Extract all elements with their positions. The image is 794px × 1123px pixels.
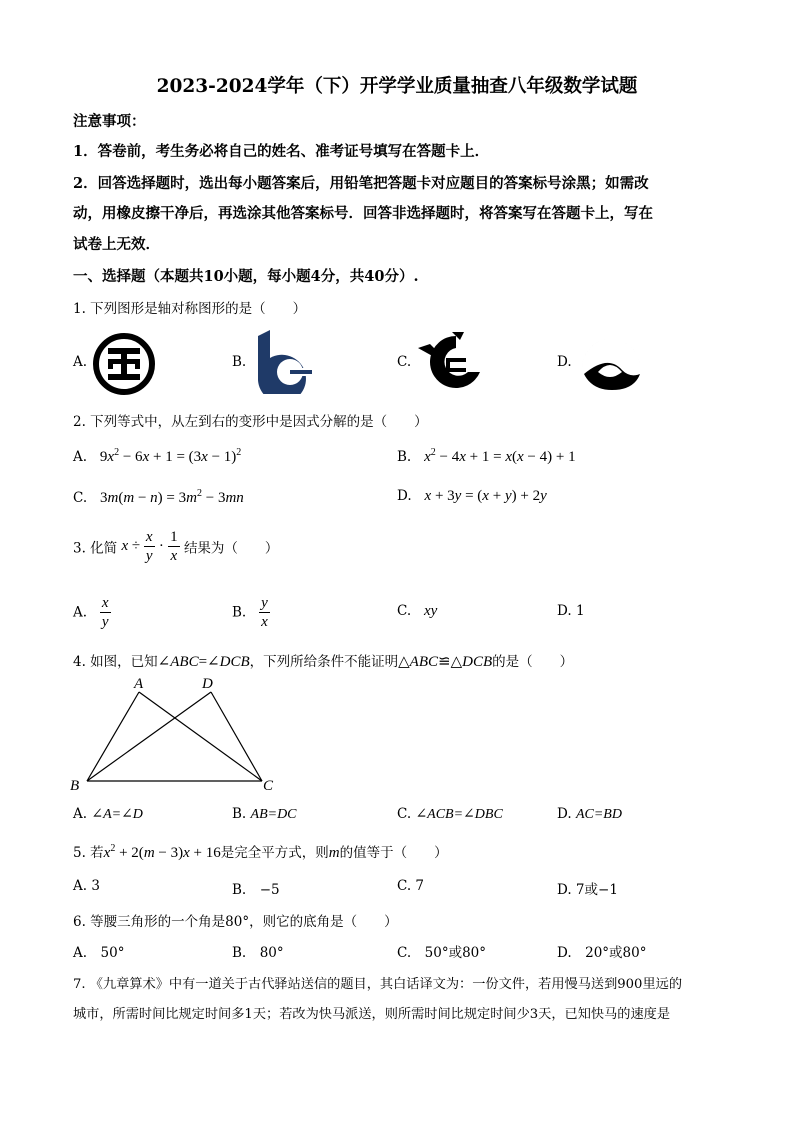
q2-formula-c: $3m(m - n) = 3m^2 - 3mn$ <box>100 488 244 506</box>
q5-stem-mid: 是完全平方式，则 <box>220 845 329 861</box>
q1-label-d: D. <box>557 354 572 370</box>
q6-option-b: B. 80° <box>232 945 284 961</box>
q2-stem: 2. 下列等式中，从左到右的变形中是因式分解的是（ ） <box>73 414 428 430</box>
q5-stem: 5. 若$x^2 + 2(m - 3)x + 16$是完全平方式，则m的值等于（ ） <box>73 843 448 861</box>
q4-answer-c: ∠ACB=∠DBC <box>415 807 503 822</box>
q4-answer-b: AB=DC <box>250 807 297 822</box>
q3-fraction-x-over-y: $\frac{x}{y}$ <box>145 529 153 564</box>
q4-stem-prefix: 4. 如图，已知 <box>73 654 158 670</box>
bank-c-logo-icon <box>416 330 486 394</box>
q4-option-a <box>73 806 143 823</box>
q5-option-c: C. 7 <box>397 878 425 894</box>
q7-stem-line-2: 城市，所需时间比规定时间多1天；若改为快马派送，则所需时间比规定时间少3天，已知快马的速度是 <box>73 1007 671 1022</box>
section-heading: 一、选择题（本题共10小题，每小题4分，共40分）. <box>73 268 419 285</box>
q6-option-a: A. 50° <box>73 945 125 961</box>
point-label-a: A <box>134 676 144 692</box>
q3-stem-prefix: 3. 化简 <box>73 540 118 557</box>
q4-option-d <box>557 806 622 823</box>
q2-label-d: D. <box>397 488 412 504</box>
q3-label-b: B. <box>232 604 247 621</box>
q1-label-a: A. <box>73 354 88 370</box>
q3-option-d <box>557 603 585 619</box>
q6-option-d: D. 20°或80° <box>557 945 647 961</box>
q3-answer-c: xy <box>424 603 438 619</box>
q4-answer-a: ∠A=∠D <box>91 807 143 822</box>
q4-label-a: A. <box>73 806 88 822</box>
q3-option-b <box>232 594 270 631</box>
q4-label-c: C. <box>397 806 412 822</box>
q4-stem-suffix: 的是（ ） <box>492 654 574 670</box>
q2-option-d <box>397 488 547 505</box>
q2-option-b <box>397 447 576 466</box>
notice-item-2-end: 试卷上无效． <box>73 236 160 253</box>
q3-option-c <box>397 603 437 620</box>
q4-label-d: D. <box>557 806 572 822</box>
point-label-d: D <box>202 676 213 692</box>
q3-answer-a: $\frac{x}{y}$ <box>101 595 109 630</box>
q5-stem-prefix: 5. 若 <box>73 845 104 861</box>
q5-formula: $x^2 + 2(m - 3)x + 16$ <box>103 843 221 861</box>
q2-option-a <box>73 447 241 466</box>
point-label-b: B <box>70 778 80 794</box>
q4-triangle-figure <box>68 676 288 796</box>
q1-stem: 1. 下列图形是轴对称图形的是（ ） <box>73 301 307 317</box>
bank-d-logo-icon <box>578 334 644 392</box>
q5-option-a: A. 3 <box>73 878 100 894</box>
q2-option-c <box>73 488 244 507</box>
icbc-logo-icon <box>92 333 156 395</box>
q3-label-c: C. <box>397 603 412 619</box>
page-title: 2023-2024学年（下）开学学业质量抽查八年级数学试题 <box>156 76 638 97</box>
q4-option-c <box>397 806 503 823</box>
q3-answer-b: $\frac{y}{x}$ <box>261 595 268 630</box>
q5-option-d: D. 7或−1 <box>557 882 618 898</box>
q2-label-a: A. <box>73 449 88 465</box>
bank-b-logo-icon <box>254 328 318 394</box>
q6-option-c: C. 50°或80° <box>397 945 486 961</box>
q1-label-b: B. <box>232 354 247 370</box>
q6-stem: 6. 等腰三角形的一个角是80°，则它的底角是（ ） <box>73 914 398 930</box>
notice-item-1: 1．答卷前，考生务必将自己的姓名、准考证号填写在答题卡上． <box>73 143 490 160</box>
q1-label-c: C. <box>397 354 412 370</box>
q3-stem-suffix: 结果为（ ） <box>183 540 279 557</box>
notice-item-2-cont: 动，用橡皮擦干净后，再选涂其他答案标号．回答非选择题时，将答案写在答题卡上，写在 <box>73 205 653 222</box>
point-label-c: C <box>263 778 274 794</box>
q2-label-b: B. <box>397 449 412 465</box>
q2-formula-b: $x^2 - 4x + 1 = x(x - 4) + 1$ <box>424 447 576 465</box>
q3-option-a <box>73 594 111 631</box>
q4-answer-d: AC=BD <box>575 807 622 822</box>
q4-label-b: B. <box>232 806 247 822</box>
q3-stem: 3. 化简 x ÷ $\frac{x}{y}$ · $\frac{1}{x}$ 结果为（ ） <box>73 529 279 564</box>
q2-formula-a: $9x^2 - 6x + 1 = (3x - 1)^2$ <box>99 447 242 465</box>
q3-label-a: A. <box>73 604 88 621</box>
q2-formula-d: x + 3y = (x + y) + 2y <box>424 488 547 504</box>
q2-label-c: C. <box>73 490 88 506</box>
q3-label-d: D. <box>557 603 572 619</box>
q5-stem-suffix: 的值等于（ ） <box>339 845 448 861</box>
notice-heading: 注意事项： <box>73 113 146 130</box>
q3-answer-d: 1 <box>575 603 585 619</box>
q4-option-b <box>232 806 297 823</box>
q7-stem-line-1: 7. 《九章算术》中有一道关于古代驿站送信的题目，其白话译文为：一份文件，若用慢马送到900里远的 <box>73 977 683 992</box>
notice-item-2: 2．回答选择题时，选出每小题答案后，用铅笔把答题卡对应题目的答案标号涂黑；如需改 <box>73 175 649 192</box>
q4-stem: 4. 如图，已知∠ABC=∠DCB，下列所给条件不能证明△ABC≌△DCB的是（ ） <box>73 654 574 670</box>
q4-stem-mid: ，下列所给条件不能证明 <box>249 654 399 670</box>
q5-option-b: B. −5 <box>232 882 280 898</box>
q3-fraction-1-over-x: $\frac{1}{x}$ <box>170 529 178 564</box>
